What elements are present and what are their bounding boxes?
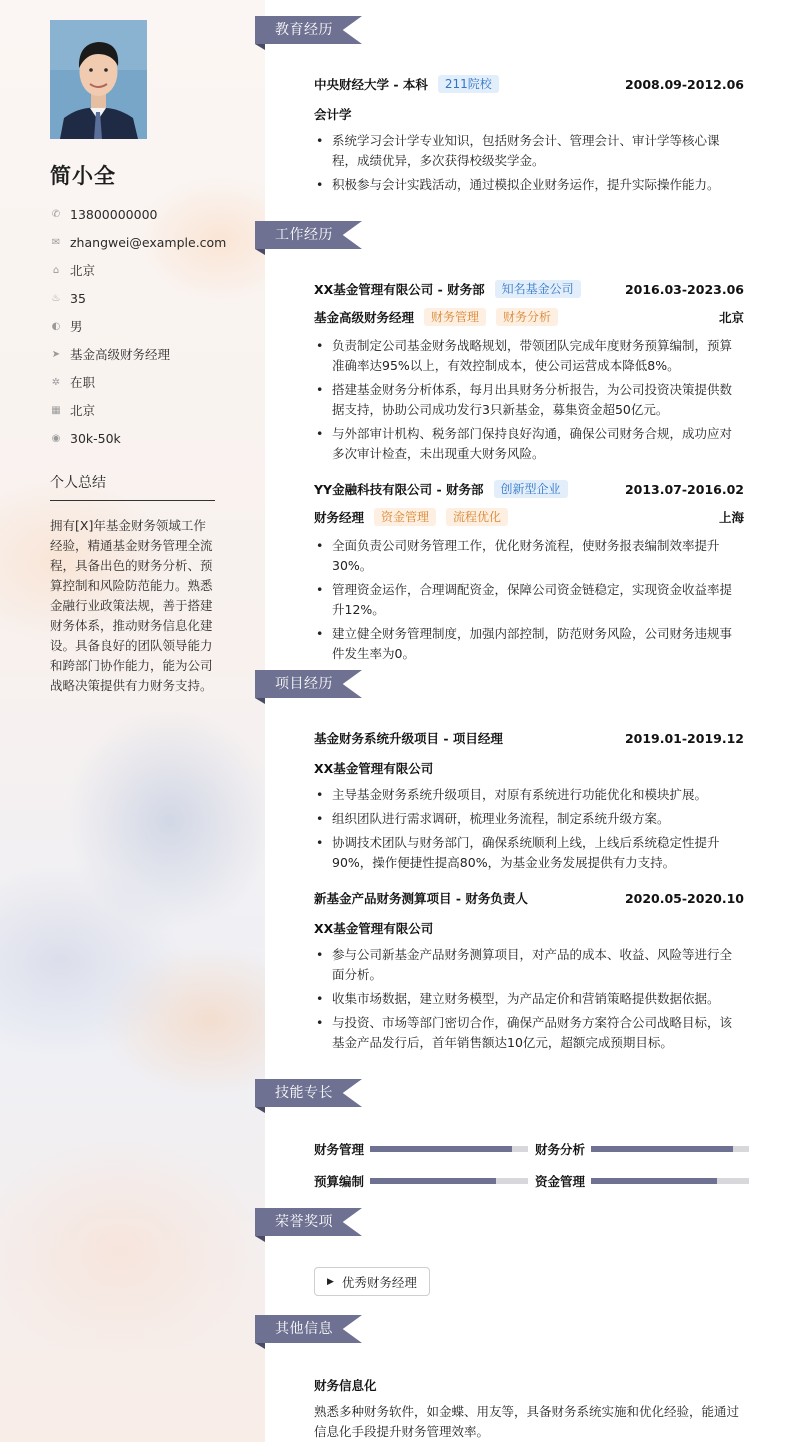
company-name: YY金融科技有限公司 - 财务部 <box>314 482 484 497</box>
mail-icon: ✉ <box>51 236 61 248</box>
work-bullets-2 <box>314 536 744 668</box>
list-item: • 搭建基金财务分析体系，每月出具财务分析报告，为公司投资决策提供数据支持，协助公司成功发行3只新基金，募集资金超50亿元。 <box>314 380 744 420</box>
work-city: 北京 <box>718 310 744 325</box>
project-date: 2020.05-2020.10 <box>624 890 744 906</box>
company-name: XX基金管理有限公司 - 财务部 <box>314 282 485 297</box>
list-item: • 与投资、市场等部门密切合作，确保产品财务方案符合公司战略目标，该基金产品发行后，首年销售额达10亿元，超额完成预期目标。 <box>314 1013 744 1053</box>
skill-item: 财务分析 <box>535 1140 749 1158</box>
avatar-photo <box>50 20 147 139</box>
skill-tag: 财务管理 <box>424 308 486 326</box>
school-name: 中央财经大学 - 本科 <box>314 77 428 92</box>
info-gender: ◐ 男 <box>51 319 83 334</box>
project-header-2 <box>314 889 744 907</box>
home-icon: ⌂ <box>52 264 60 276</box>
sidebar <box>0 0 265 1442</box>
list-item: • 负责制定公司基金财务战略规划，带领团队完成年度财务预算编制，预算准确率达95%以上，有效控制成本，使公司运营成本降低8%。 <box>314 336 744 376</box>
work-bullets-1 <box>314 336 744 468</box>
info-city: ▦ 北京 <box>51 403 96 418</box>
work-date: 2016.03-2023.06 <box>624 281 744 297</box>
info-status: ✲ 在职 <box>51 375 96 390</box>
send-icon: ➤ <box>51 348 61 360</box>
building-icon: ▦ <box>51 404 61 416</box>
section-header-awards: 荣誉奖项 <box>255 1208 362 1236</box>
info-email: ✉ zhangwei@example.com <box>51 234 227 250</box>
education-major: 会计学 <box>314 107 352 122</box>
skill-bar <box>370 1178 528 1184</box>
project-company: XX基金管理有限公司 <box>314 761 434 776</box>
project-title: 基金财务系统升级项目 - 项目经理 <box>314 731 503 746</box>
contact-info-list <box>50 200 250 452</box>
project-bullets-2 <box>314 945 744 1057</box>
info-salary: ◉ 30k-50k <box>51 430 121 446</box>
gear-icon: ✲ <box>51 376 61 388</box>
skill-item: 财务管理 <box>314 1140 528 1158</box>
cake-icon: ♨ <box>51 292 61 304</box>
section-header-other: 其他信息 <box>255 1315 362 1343</box>
education-bullets <box>314 131 744 199</box>
skill-bar <box>591 1146 749 1152</box>
candidate-name: 简小全 <box>50 164 116 188</box>
work-header-2 <box>314 480 744 498</box>
work-city: 上海 <box>718 510 744 525</box>
summary-title: 个人总结 <box>50 472 215 501</box>
skill-bar <box>370 1146 528 1152</box>
info-position: ➤ 基金高级财务经理 <box>51 347 171 362</box>
project-title: 新基金产品财务测算项目 - 财务负责人 <box>314 891 528 906</box>
info-age: ♨ 35 <box>51 290 86 306</box>
list-item: • 系统学习会计学专业知识，包括财务会计、管理会计、审计学等核心课程，成绩优异，多次获得校级奖学金。 <box>314 131 744 171</box>
section-header-work: 工作经历 <box>255 221 362 249</box>
company-tag: 创新型企业 <box>494 480 568 498</box>
job-role: 基金高级财务经理 <box>314 310 415 325</box>
list-item: • 建立健全财务管理制度，加强内部控制，防范财务风险，公司财务违规事件发生率为0。 <box>314 624 744 664</box>
skill-tag: 资金管理 <box>374 508 436 526</box>
project-bullets-1 <box>314 785 744 877</box>
education-date: 2008.09-2012.06 <box>624 76 744 92</box>
section-header-skills: 技能专长 <box>255 1079 362 1107</box>
phone-icon: ✆ <box>51 208 61 220</box>
list-item: • 参与公司新基金产品财务测算项目，对产品的成本、收益、风险等进行全面分析。 <box>314 945 744 985</box>
coin-icon: ◉ <box>51 432 61 444</box>
list-item: • 积极参与会计实践活动，通过模拟企业财务运作，提升实际操作能力。 <box>314 175 744 195</box>
other-info-text: 熟悉多种财务软件，如金蝶、用友等，具备财务系统实施和优化经验，能通过信息化手段提升财务管理效率。 <box>314 1404 740 1439</box>
work-header-1 <box>314 280 744 298</box>
summary-text: 拥有[X]年基金财务领域工作经验，精通基金财务管理全流程，具备出色的财务分析、预算控制和风险防范能力。熟悉金融行业政策法规，善于搭建财务体系，推动财务信息化建设。具备良好的团队领导能力和跨部门协作能力，能为公司战略决策提供有力财务支持。 <box>50 518 213 693</box>
award-item: ▶ 优秀财务经理 <box>314 1267 430 1296</box>
work-role-row-1 <box>314 308 744 326</box>
main-content <box>265 0 794 1442</box>
info-location: ⌂ 北京 <box>50 256 250 284</box>
project-header-1 <box>314 729 744 747</box>
info-phone: ✆ 13800000000 <box>51 206 158 222</box>
play-triangle-icon: ▶ <box>327 1276 334 1287</box>
skill-item: 预算编制 <box>314 1172 528 1190</box>
skill-bar <box>591 1178 749 1184</box>
skill-item: 资金管理 <box>535 1172 749 1190</box>
list-item: • 组织团队进行需求调研，梳理业务流程，制定系统升级方案。 <box>314 809 744 829</box>
list-item: • 全面负责公司财务管理工作，优化财务流程，使财务报表编制效率提升30%。 <box>314 536 744 576</box>
gender-icon: ◐ <box>51 320 61 332</box>
list-item: • 与外部审计机构、税务部门保持良好沟通，确保公司财务合规，成功应对多次审计检查，未出现重大财务风险。 <box>314 424 744 464</box>
list-item: • 主导基金财务系统升级项目，对原有系统进行功能优化和模块扩展。 <box>314 785 744 805</box>
skill-tag: 财务分析 <box>496 308 558 326</box>
education-header <box>314 75 744 93</box>
project-company: XX基金管理有限公司 <box>314 921 434 936</box>
school-tag: 211院校 <box>438 75 499 93</box>
other-info-title: 财务信息化 <box>314 1378 377 1393</box>
work-role-row-2 <box>314 508 744 526</box>
list-item: • 收集市场数据，建立财务模型，为产品定价和营销策略提供数据依据。 <box>314 989 744 1009</box>
list-item: • 管理资金运作，合理调配资金，保障公司资金链稳定，实现资金收益率提升12%。 <box>314 580 744 620</box>
job-role: 财务经理 <box>314 510 365 525</box>
section-header-project: 项目经历 <box>255 670 362 698</box>
section-header-education: 教育经历 <box>255 16 362 44</box>
company-tag: 知名基金公司 <box>495 280 581 298</box>
list-item: • 协调技术团队与财务部门，确保系统顺利上线，上线后系统稳定性提升90%，操作便捷性提高80%，为基金业务发展提供有力支持。 <box>314 833 744 873</box>
skill-tag: 流程优化 <box>446 508 508 526</box>
work-date: 2013.07-2016.02 <box>624 481 744 497</box>
project-date: 2019.01-2019.12 <box>624 730 744 746</box>
